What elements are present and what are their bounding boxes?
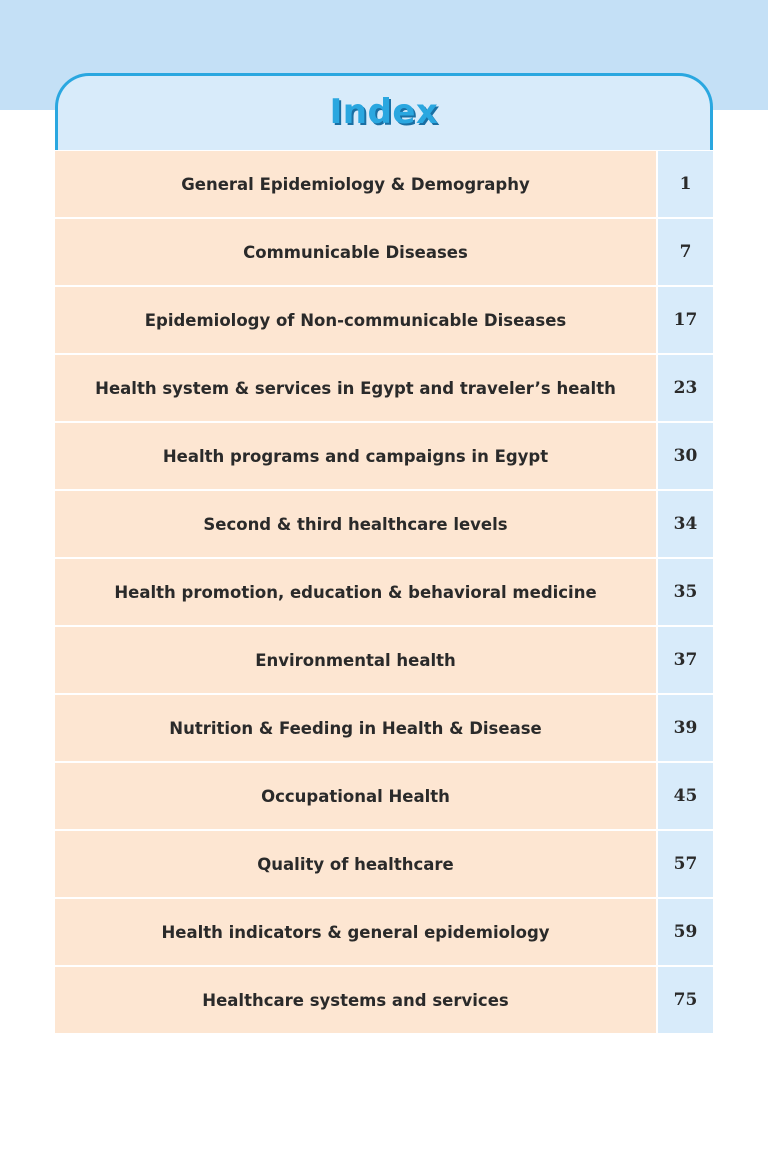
index-row xyxy=(55,831,713,899)
entry-title: Health programs and campaigns in Egypt xyxy=(55,423,656,489)
entry-page: 45 xyxy=(658,763,713,829)
entry-title: Occupational Health xyxy=(55,763,656,829)
index-row xyxy=(55,763,713,831)
index-table xyxy=(55,73,713,1029)
entry-page: 35 xyxy=(658,559,713,625)
index-row xyxy=(55,899,713,967)
entry-page: 17 xyxy=(658,287,713,353)
entry-page: 1 xyxy=(658,151,713,217)
index-header xyxy=(55,73,713,150)
entry-page: 39 xyxy=(658,695,713,761)
entry-page: 34 xyxy=(658,491,713,557)
entry-page: 7 xyxy=(658,219,713,285)
index-title: Index xyxy=(329,92,439,132)
index-row xyxy=(55,219,713,287)
entry-page: 75 xyxy=(658,967,713,1033)
entry-page: 23 xyxy=(658,355,713,421)
index-row xyxy=(55,423,713,491)
entry-page: 30 xyxy=(658,423,713,489)
entry-title: Health indicators & general epidemiology xyxy=(55,899,656,965)
index-row xyxy=(55,695,713,763)
index-row xyxy=(55,355,713,423)
index-row xyxy=(55,287,713,355)
entry-title: Second & third healthcare levels xyxy=(55,491,656,557)
index-row xyxy=(55,151,713,219)
entry-title: Epidemiology of Non-communicable Diseases xyxy=(55,287,656,353)
entry-title: Environmental health xyxy=(55,627,656,693)
entry-title: Communicable Diseases xyxy=(55,219,656,285)
index-row xyxy=(55,967,713,1033)
entry-title: Health promotion, education & behavioral medicine xyxy=(55,559,656,625)
entry-title: Quality of healthcare xyxy=(55,831,656,897)
entry-title: General Epidemiology & Demography xyxy=(55,151,656,217)
entry-title: Healthcare systems and services xyxy=(55,967,656,1033)
entry-page: 57 xyxy=(658,831,713,897)
index-rows xyxy=(55,151,713,1033)
entry-page: 37 xyxy=(658,627,713,693)
index-row xyxy=(55,491,713,559)
entry-title: Nutrition & Feeding in Health & Disease xyxy=(55,695,656,761)
index-row xyxy=(55,627,713,695)
index-row xyxy=(55,559,713,627)
entry-title: Health system & services in Egypt and traveler’s health xyxy=(55,355,656,421)
entry-page: 59 xyxy=(658,899,713,965)
